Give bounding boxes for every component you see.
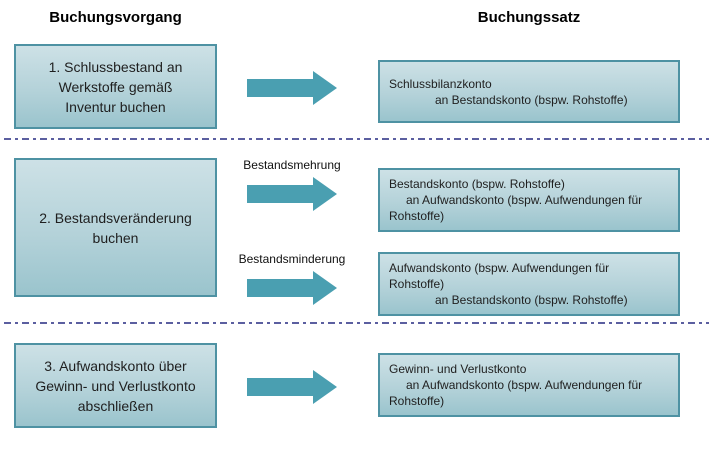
column-header-buchungsvorgang: Buchungsvorgang: [49, 9, 182, 26]
dashed-divider: [4, 321, 709, 325]
entry-box-1-line: an Bestandskonto (bspw. Rohstoffe): [435, 92, 628, 107]
arrow-label-bestandsmehrung: Bestandsmehrung: [243, 158, 341, 172]
process-box-1-line: 1. Schlussbestand an: [48, 58, 183, 75]
process-box-1-line: Werkstoffe gemäß: [58, 78, 173, 95]
process-box-2-line: buchen: [92, 229, 139, 246]
entry-box-2b-line: Aufwandskonto (bspw. Aufwendungen für: [389, 261, 610, 275]
entry-box-1: [378, 60, 680, 123]
process-box-1: [14, 44, 217, 129]
dashed-divider: [4, 137, 709, 141]
process-box-1-line: Inventur buchen: [65, 98, 166, 115]
arrow-label-bestandsminderung: Bestandsminderung: [238, 252, 346, 266]
entry-box-2b: [378, 252, 680, 316]
arrow-right-icon: [247, 177, 337, 211]
entry-box-3-line: an Aufwandskonto (bspw. Aufwendungen für: [406, 378, 643, 392]
entry-box-2b-line: an Bestandskonto (bspw. Rohstoffe): [435, 293, 628, 307]
process-box-2-line: 2. Bestandsveränderung: [39, 209, 192, 226]
entry-box-3: [378, 353, 680, 417]
process-box-3: [14, 343, 217, 428]
entry-box-1-line: Schlussbilanzkonto: [389, 76, 492, 91]
entry-box-2a-line: Bestandskonto (bspw. Rohstoffe): [389, 177, 565, 191]
process-box-3-line: abschließen: [77, 397, 154, 414]
entry-box-3-line: Gewinn- und Verlustkonto: [389, 362, 527, 376]
arrow-right-icon: [247, 271, 337, 305]
entry-box-3-line: Rohstoffe): [389, 394, 445, 408]
process-box-3-line: 3. Aufwandskonto über: [44, 357, 187, 374]
process-box-3-line: Gewinn- und Verlustkonto: [35, 377, 196, 394]
entry-box-2b-line: Rohstoffe): [389, 277, 445, 291]
column-header-buchungssatz: Buchungssatz: [477, 9, 581, 26]
entry-box-2a: [378, 168, 680, 232]
process-box-2: [14, 158, 217, 297]
arrow-right-icon: [247, 71, 337, 105]
arrow-right-icon: [247, 370, 337, 404]
entry-box-2a-line: Rohstoffe): [389, 209, 445, 223]
entry-box-2a-line: an Aufwandskonto (bspw. Aufwendungen für: [406, 193, 643, 207]
